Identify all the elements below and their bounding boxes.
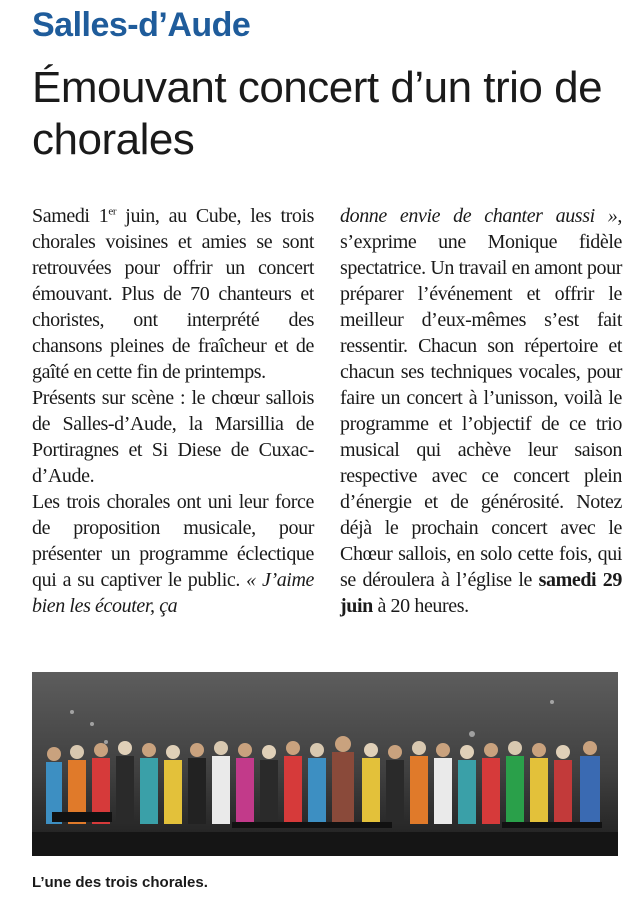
quote-part-1: « J’aime bien les écouter, ça — [32, 569, 314, 617]
event-date: samedi 29 juin — [340, 569, 623, 617]
choir-photo — [32, 672, 618, 856]
article-headline: Émouvant concert d’un trio de chorales — [32, 63, 603, 164]
section-kicker: Salles-d’Aude — [32, 6, 251, 44]
paragraph-1: Samedi 1er juin, au Cube, les trois chorales voisines et amies se sont retrouvées pour offrir un concert émouvant. Plus de 70 chanteurs et choristes, ont interprété des chansons pleines de fraîcheur et de gaîté en cette fin de printemps. — [32, 205, 314, 383]
paragraph-3-end: donne envie de chanter aussi », s’exprime une Monique fidèle spectatrice. Un travail en amont pour préparer l’événement et offrir le meilleur d’eux-mêmes s’est fait ressentir. Chacun son répertoire et chacun ses techniques vocales, pour faire un concert à l’unisson, voilà le programme et l’objectif de ce trio musical qui achève leur saison respective avec ce concert plein d’énergie et de générosité. Notez déjà le prochain concert avec le Chœur sallois, en solo cette fois, qui se déroulera à l’église le samedi 29 juin à 20 heures. — [340, 205, 623, 617]
paragraph-3-start: Les trois chorales ont uni leur force de proposition musicale, pour présenter un programme éclectique qui a su captiver le public. « J’aime bien les écouter, ça — [32, 491, 314, 617]
quote-part-2: donne envie de chanter aussi » — [340, 205, 618, 227]
photo-caption: L’une des trois chorales. — [32, 874, 208, 891]
article-column-left — [32, 203, 314, 619]
paragraph-2: Présents sur scène : le chœur sallois de Salles-d’Aude, la Marsillia de Portiragnes et Si Diese de Cuxac-d’Aude. — [32, 387, 314, 487]
choir-photo-illustration — [32, 672, 618, 856]
singers-row — [46, 736, 600, 826]
article-column-right — [340, 203, 622, 619]
